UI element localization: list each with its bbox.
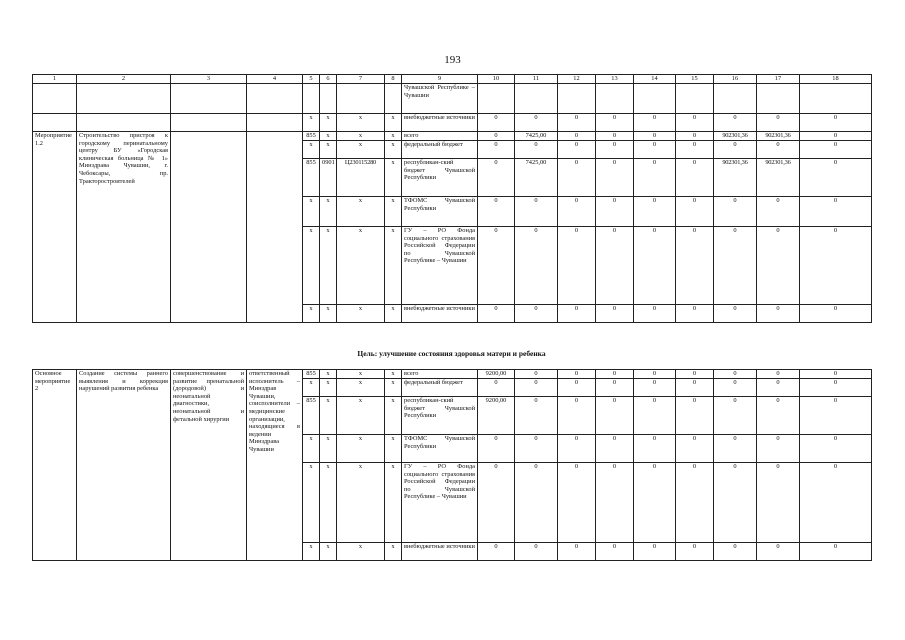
code-cell: х [385, 141, 402, 159]
value-cell: 0 [558, 305, 596, 323]
header-cell: 4 [247, 75, 303, 84]
continuation-col4 [247, 84, 303, 114]
code-cell: 855 [303, 370, 320, 379]
code-cell: х [303, 463, 320, 543]
code-cell: х [320, 141, 337, 159]
code-cell: х [303, 435, 320, 463]
value-cell: 0 [800, 397, 872, 435]
code-cell: 855 [303, 159, 320, 197]
code-cell: х [320, 435, 337, 463]
value-cell: 0 [478, 114, 515, 132]
code-cell: х [320, 114, 337, 132]
code-cell: х [337, 114, 385, 132]
value-cell: 0 [800, 463, 872, 543]
cell [303, 84, 320, 114]
header-cell: 12 [558, 75, 596, 84]
code-cell: х [303, 227, 320, 305]
cell [337, 84, 385, 114]
value-cell: 0 [714, 435, 757, 463]
value-cell: 0 [800, 370, 872, 379]
value-cell: 0 [515, 463, 558, 543]
value-cell: 0 [800, 543, 872, 561]
header-cell: 18 [800, 75, 872, 84]
fund-source: внебюджетные источники [402, 114, 478, 132]
code-cell: х [337, 435, 385, 463]
value-cell: 0 [676, 463, 714, 543]
measure-goal: совершенствование и развитие пренатальной (дородовой) и неонатальной диагностики, неонатальной и фетальной хирургии [171, 370, 247, 561]
value-cell: 0 [714, 379, 757, 397]
header-cell: 7 [337, 75, 385, 84]
value-cell: 0 [800, 227, 872, 305]
table-row [33, 84, 872, 114]
code-cell: х [385, 543, 402, 561]
value-cell: 0 [634, 227, 676, 305]
cell [77, 114, 171, 132]
value-cell: 0 [596, 159, 634, 197]
cell [385, 84, 402, 114]
cell [247, 114, 303, 132]
code-cell: х [303, 543, 320, 561]
value-cell: 0 [478, 463, 515, 543]
value-cell: 0 [676, 227, 714, 305]
value-cell: 0 [676, 114, 714, 132]
cell [171, 114, 247, 132]
code-cell: х [303, 141, 320, 159]
value-cell: 0 [596, 370, 634, 379]
code-cell: х [337, 397, 385, 435]
code-cell: х [303, 379, 320, 397]
code-cell: х [385, 132, 402, 141]
value-cell: 0 [800, 141, 872, 159]
value-cell: 0 [596, 305, 634, 323]
value-cell: 0 [800, 114, 872, 132]
value-cell: 0 [757, 463, 800, 543]
value-cell: 0 [714, 227, 757, 305]
value-cell: 0 [634, 159, 676, 197]
fund-source: федеральный бюджет [402, 379, 478, 397]
cell [596, 84, 634, 114]
value-cell: 0 [757, 397, 800, 435]
value-cell: 0 [757, 379, 800, 397]
code-cell: х [320, 197, 337, 227]
value-cell: 0 [515, 379, 558, 397]
measure-description: Строительство пристроя к городскому перинатальному центру БУ «Городская клиническая больница № 1» Минздрава Чувашии, г. Чебоксары, пр. Тракторостроителей [77, 132, 171, 323]
page-number: 193 [444, 54, 461, 66]
program-table-lower [32, 369, 872, 561]
value-cell: 0 [596, 197, 634, 227]
value-cell: 9200,00 [478, 397, 515, 435]
value-cell: 0 [634, 370, 676, 379]
value-cell: 0 [478, 159, 515, 197]
goal-heading: Цель: улучшение состояния здоровья матери и ребенка [357, 349, 546, 358]
value-cell: 0 [676, 397, 714, 435]
column-numbers-row [33, 75, 872, 84]
value-cell: 0 [478, 543, 515, 561]
code-cell: х [385, 435, 402, 463]
value-cell: 0 [714, 543, 757, 561]
value-cell: 0 [634, 197, 676, 227]
cell [558, 84, 596, 114]
value-cell: 0 [596, 141, 634, 159]
value-cell: 0 [634, 543, 676, 561]
value-cell: 0 [558, 159, 596, 197]
value-cell: 0 [596, 543, 634, 561]
value-cell: 0 [757, 197, 800, 227]
header-cell: 9 [402, 75, 478, 84]
value-cell: 0 [558, 197, 596, 227]
value-cell: 0 [515, 227, 558, 305]
value-cell: 0 [558, 463, 596, 543]
code-cell: х [337, 141, 385, 159]
value-cell: 0 [515, 370, 558, 379]
code-cell: 855 [303, 397, 320, 435]
fund-source: федеральный бюджет [402, 141, 478, 159]
header-cell: 11 [515, 75, 558, 84]
value-cell: 0 [558, 132, 596, 141]
header-cell: 17 [757, 75, 800, 84]
value-cell: 0 [634, 435, 676, 463]
code-cell: х [320, 463, 337, 543]
value-cell: 0 [800, 132, 872, 141]
value-cell: 0 [714, 141, 757, 159]
value-cell: 0 [596, 114, 634, 132]
value-cell: 0 [515, 397, 558, 435]
value-cell: 0 [676, 305, 714, 323]
header-cell: 8 [385, 75, 402, 84]
value-cell: 0 [676, 141, 714, 159]
code-cell: х [337, 305, 385, 323]
value-cell: 0 [515, 197, 558, 227]
value-cell: 0 [800, 159, 872, 197]
value-cell: 0 [558, 543, 596, 561]
code-cell: 855 [303, 132, 320, 141]
continuation-col3 [171, 84, 247, 114]
value-cell: 0 [478, 435, 515, 463]
fund-source: ГУ – РО Фонда социального страхования Российской Федерации по Чувашской Республике – Чувашии [402, 463, 478, 543]
table-row [33, 370, 872, 379]
code-cell: х [303, 114, 320, 132]
value-cell: 0 [515, 141, 558, 159]
value-cell: 902301,36 [714, 159, 757, 197]
code-cell: х [320, 305, 337, 323]
value-cell: 0 [478, 379, 515, 397]
value-cell: 0 [676, 370, 714, 379]
value-cell: 0 [558, 227, 596, 305]
value-cell: 0 [676, 379, 714, 397]
value-cell: 0 [558, 370, 596, 379]
code-cell: х [337, 463, 385, 543]
value-cell: 0 [634, 379, 676, 397]
table-row [33, 132, 872, 141]
value-cell: 0 [757, 543, 800, 561]
fund-source: всего [402, 370, 478, 379]
cell [634, 84, 676, 114]
header-cell: 16 [714, 75, 757, 84]
value-cell: 0 [634, 305, 676, 323]
cell [515, 84, 558, 114]
value-cell: 0 [558, 397, 596, 435]
value-cell: 0 [757, 227, 800, 305]
value-cell: 902301,36 [757, 159, 800, 197]
code-cell: х [320, 227, 337, 305]
code-cell: х [385, 114, 402, 132]
code-cell: х [385, 159, 402, 197]
fund-source: Чувашской Республике – Чувашии [402, 84, 478, 114]
header-cell: 5 [303, 75, 320, 84]
code-cell: х [320, 379, 337, 397]
code-cell: х [320, 543, 337, 561]
fund-source: внебюджетные источники [402, 543, 478, 561]
value-cell: 0 [478, 141, 515, 159]
code-cell: х [337, 370, 385, 379]
fund-source: внебюджетные источники [402, 305, 478, 323]
measure-name: Мероприятие 1.2 [33, 132, 77, 323]
value-cell: 0 [558, 379, 596, 397]
value-cell: 0 [558, 114, 596, 132]
cell [247, 132, 303, 323]
header-cell: 3 [171, 75, 247, 84]
measure-description: Создание системы раннего выявления и коррекция нарушений развития ребенка [77, 370, 171, 561]
value-cell: 0 [676, 197, 714, 227]
header-cell: 1 [33, 75, 77, 84]
value-cell: 902301,36 [757, 132, 800, 141]
code-cell: х [320, 132, 337, 141]
fund-source: всего [402, 132, 478, 141]
value-cell: 0 [714, 114, 757, 132]
value-cell: 0 [757, 435, 800, 463]
header-cell: 6 [320, 75, 337, 84]
header-cell: 15 [676, 75, 714, 84]
value-cell: 0 [558, 435, 596, 463]
value-cell: 0 [515, 114, 558, 132]
code-cell: х [337, 197, 385, 227]
cell [478, 84, 515, 114]
code-cell: х [385, 227, 402, 305]
code-cell: х [320, 397, 337, 435]
value-cell: 0 [596, 132, 634, 141]
value-cell: 902301,36 [714, 132, 757, 141]
value-cell: 0 [478, 305, 515, 323]
measure-responsible: ответственный исполнитель – Минздрав Чувашии, соисполнители – медицинские организации, находящиеся в ведении Минздрава Чувашии [247, 370, 303, 561]
value-cell: 0 [800, 435, 872, 463]
table-row [33, 114, 872, 132]
cell [171, 132, 247, 323]
cell [757, 84, 800, 114]
value-cell: 0 [634, 114, 676, 132]
value-cell: 0 [714, 197, 757, 227]
value-cell: 0 [634, 463, 676, 543]
value-cell: 0 [757, 370, 800, 379]
program-table-upper [32, 74, 872, 323]
value-cell: 0 [515, 543, 558, 561]
value-cell: 0 [676, 435, 714, 463]
cell [714, 84, 757, 114]
code-cell: х [385, 463, 402, 543]
value-cell: 0 [757, 305, 800, 323]
fund-source: ТФОМС Чувашской Республики [402, 197, 478, 227]
value-cell: 0 [800, 197, 872, 227]
header-cell: 10 [478, 75, 515, 84]
value-cell: 0 [676, 159, 714, 197]
header-cell: 2 [77, 75, 171, 84]
header-cell: 13 [596, 75, 634, 84]
value-cell: 0 [478, 197, 515, 227]
value-cell: 0 [714, 370, 757, 379]
value-cell: 0 [596, 463, 634, 543]
code-cell: х [337, 132, 385, 141]
value-cell: 0 [596, 397, 634, 435]
cell [676, 84, 714, 114]
code-cell: х [337, 227, 385, 305]
value-cell: 0 [634, 132, 676, 141]
cell [320, 84, 337, 114]
value-cell: 0 [676, 132, 714, 141]
value-cell: 0 [596, 379, 634, 397]
value-cell: 0 [515, 435, 558, 463]
value-cell: 0 [800, 379, 872, 397]
code-cell: х [320, 370, 337, 379]
header-cell: 14 [634, 75, 676, 84]
measure-name: Основное мероприятие 2 [33, 370, 77, 561]
value-cell: 0 [757, 141, 800, 159]
value-cell: 9200,00 [478, 370, 515, 379]
fund-source: республикан-ский бюджет Чувашской Республики [402, 397, 478, 435]
code-cell: х [337, 543, 385, 561]
value-cell: 0 [714, 305, 757, 323]
value-cell: 7425,00 [515, 159, 558, 197]
code-cell: х [385, 197, 402, 227]
value-cell: 0 [478, 132, 515, 141]
value-cell: 0 [714, 397, 757, 435]
value-cell: 0 [515, 305, 558, 323]
continuation-col2 [77, 84, 171, 114]
cell [33, 114, 77, 132]
fund-source: ГУ – РО Фонда социального страхования Российской Федерации по Чувашской Республике – Чувашии [402, 227, 478, 305]
code-cell: х [303, 305, 320, 323]
fund-source: ТФОМС Чувашской Республики [402, 435, 478, 463]
code-cell: х [385, 379, 402, 397]
value-cell: 0 [596, 227, 634, 305]
code-cell: 0901 [320, 159, 337, 197]
value-cell: 7425,00 [515, 132, 558, 141]
cell [800, 84, 872, 114]
value-cell: 0 [800, 305, 872, 323]
code-cell: х [385, 397, 402, 435]
code-cell: х [385, 305, 402, 323]
code-cell: х [385, 370, 402, 379]
value-cell: 0 [596, 435, 634, 463]
value-cell: 0 [757, 114, 800, 132]
value-cell: 0 [676, 543, 714, 561]
fund-source: республикан-ский бюджет Чувашской Республики [402, 159, 478, 197]
value-cell: 0 [634, 141, 676, 159]
continuation-col1 [33, 84, 77, 114]
value-cell: 0 [634, 397, 676, 435]
code-cell: Ц230115280 [337, 159, 385, 197]
value-cell: 0 [558, 141, 596, 159]
value-cell: 0 [714, 463, 757, 543]
code-cell: х [337, 379, 385, 397]
code-cell: х [303, 197, 320, 227]
value-cell: 0 [478, 227, 515, 305]
